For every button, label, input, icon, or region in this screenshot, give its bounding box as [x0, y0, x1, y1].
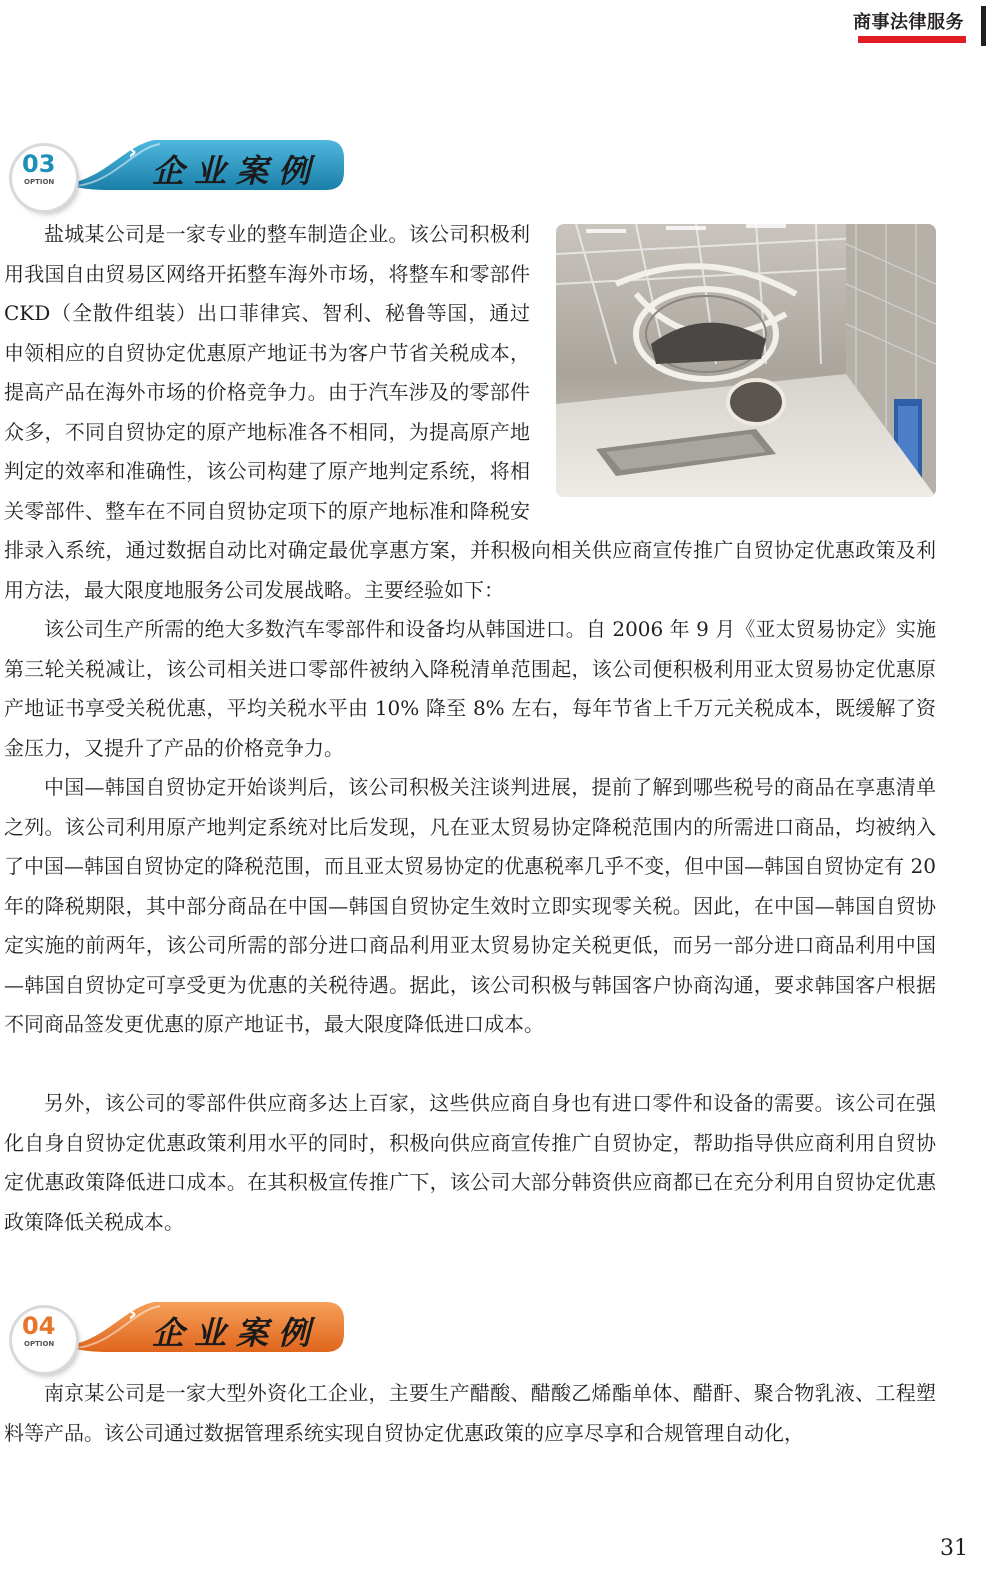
section-option-label: OPTION [24, 178, 55, 186]
section-number: 04 [22, 1312, 56, 1340]
section-badge-04 [12, 1298, 342, 1378]
chevron-right-icon: › [128, 1302, 138, 1327]
paragraph-intro-text: 盐城某公司是一家专业的整车制造企业。该公司积极利用我国自由贸易区网络开拓整车海外市场，将整车和零部件 CKD（全散件组装）出口菲律宾、智利、秘鲁等国，通过申领相应的自贸协定优惠原产地证书为客户节省关税成本，提高产品在海外市场的价格竞争力。由于汽车涉及的零部件众多，不同自贸协定的原产地标准各不相同，为提高原产地判定的效率和准确性，该公司构建了原产地判定系统，将相关零部件、整车在不同自贸协定项下的原产地标准和降税安排录入系统，通过数据自动比对确定最优享惠方案，并积极向相关供应商宣传推广自贸协定优惠政策及利用方法，最大限度地服务公司发展战略。主要经验如下： [4, 222, 936, 602]
paragraph-nanjing: 南京某公司是一家大型外资化工企业，主要生产醋酸、醋酸乙烯酯单体、醋酐、聚合物乳液、工程塑料等产品。该公司通过数据管理系统实现自贸协定优惠政策的应享尽享和合规管理自动化， [4, 1381, 936, 1445]
paragraph-apta: 该公司生产所需的绝大多数汽车零部件和设备均从韩国进口。自 2006 年 9 月《亚太贸易协定》实施第三轮关税减让，该公司相关进口零部件被纳入降税清单范围起，该公司便积极利用亚太贸易协定优惠原产地证书享受关税优惠，平均关税水平由 10% 降至 8% 左右，每年节省上千万元关税成本，既缓解了资金压力，又提升了产品的价格竞争力。 [4, 617, 936, 760]
paragraph-china-korea-fta: 中国—韩国自贸协定开始谈判后，该公司积极关注谈判进展，提前了解到哪些税号的商品在享惠清单之列。该公司利用原产地判定系统对比后发现，凡在亚太贸易协定降税范围内的所需进口商品，均被纳入了中国—韩国自贸协定的降税范围，而且亚太贸易协定的优惠税率几乎不变，但中国—韩国自贸协定有 20 年的降税期限，其中部分商品在中国—韩国自贸协定生效时立即实现零关税。因此，在中国—韩国自贸协定实施的前两年，该公司所需的部分进口商品利用亚太贸易协定关税更低，而另一部分进口商品利用中国—韩国自贸协定可享受更为优惠的关税待遇。据此，该公司积极与韩国客户协商沟通，要求韩国客户根据不同商品签发更优惠的原产地证书，最大限度降低进口成本。 [4, 775, 936, 1036]
page-number: 31 [940, 1536, 968, 1561]
paragraph-intro [4, 215, 936, 610]
paragraph-suppliers: 另外，该公司的零部件供应商多达上百家，这些供应商自身也有进口零件和设备的需要。该公司在强化自身自贸协定优惠政策利用水平的同时，积极向供应商宣传推广自贸协定，帮助指导供应商利用自贸协定优惠政策降低进口成本。在其积极宣传推广下，该公司大部分韩资供应商都已在充分利用自贸协定优惠政策降低关税成本。 [4, 1091, 936, 1234]
section-badge-03 [12, 136, 342, 216]
header-underline [858, 36, 966, 43]
section-title: 企业案例 [152, 152, 321, 190]
chevron-right-icon: › [128, 140, 138, 165]
header-divider [981, 6, 986, 46]
header-title: 商事法律服务 [853, 12, 964, 33]
section-title: 企业案例 [152, 1314, 321, 1352]
section-option-label: OPTION [24, 1340, 55, 1348]
section-number: 03 [22, 150, 56, 178]
